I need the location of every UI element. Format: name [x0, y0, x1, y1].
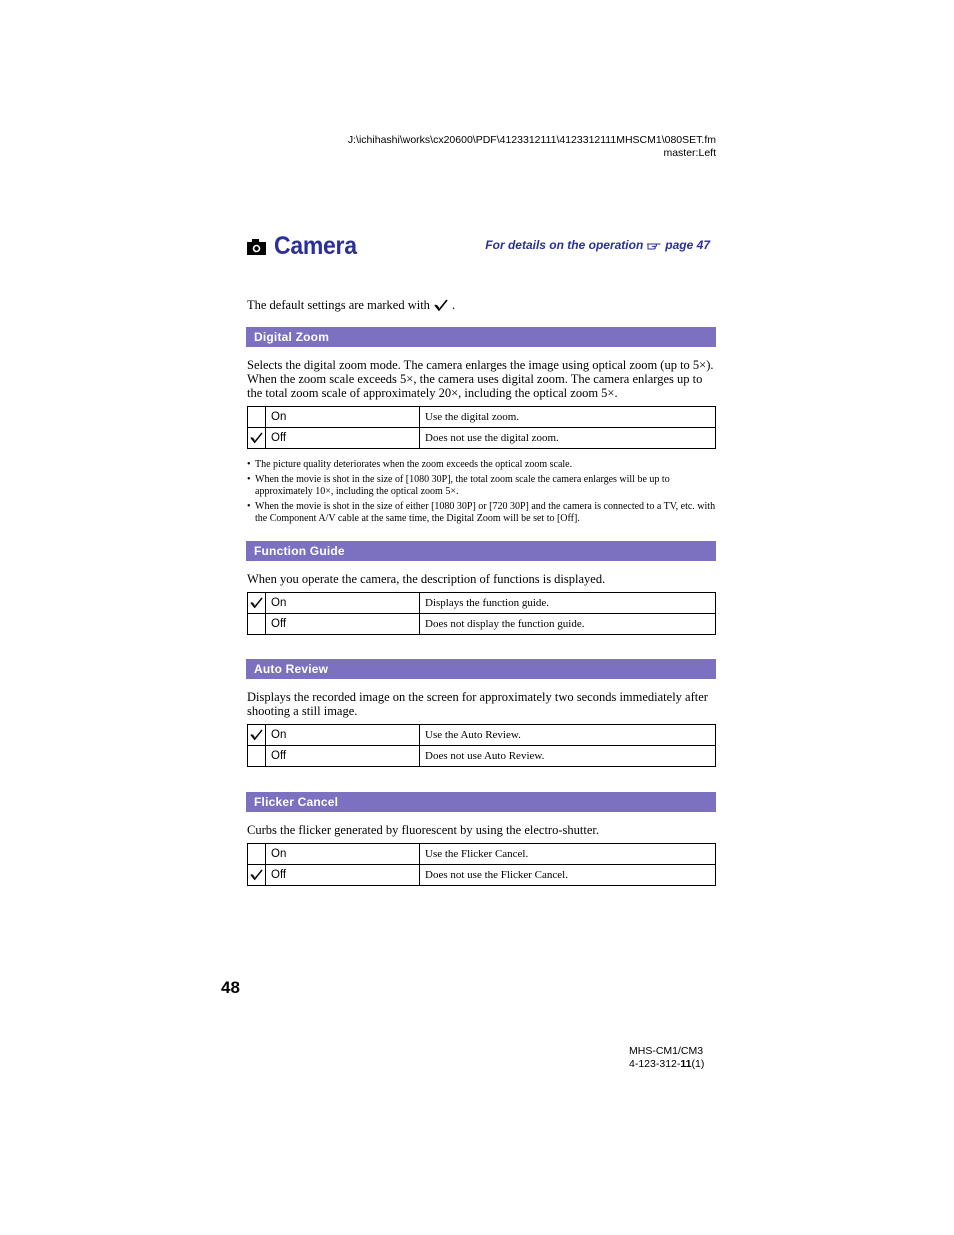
- checkmark-icon: [250, 729, 263, 741]
- details-link-prefix: For details on the operation: [485, 238, 644, 252]
- section-heading-flicker-cancel: Flicker Cancel: [246, 792, 716, 812]
- master-label: master:Left: [663, 147, 716, 159]
- digital-zoom-options-table: [247, 406, 716, 449]
- table-row[interactable]: [248, 614, 716, 635]
- default-marker-cell: [248, 614, 266, 635]
- auto-review-description: Displays the recorded image on the screen for approximately two seconds immediately after shooting a still image.: [247, 690, 708, 718]
- default-marker-cell: [248, 865, 266, 886]
- checkmark-icon: [434, 299, 448, 312]
- model-code-footer: [629, 1045, 704, 1071]
- checkmark-icon: [250, 597, 263, 609]
- digital-zoom-notes: [247, 459, 717, 528]
- part-number-suffix: (1): [691, 1058, 705, 1070]
- note-item: • The picture quality deteriorates when the zoom exceeds the optical zoom scale.: [247, 459, 717, 471]
- part-number-revision: 11: [680, 1058, 692, 1070]
- option-description: Does not use Auto Review.: [420, 746, 716, 767]
- pointing-hand-icon: [646, 240, 662, 251]
- option-label: Off: [266, 865, 420, 886]
- section-heading-auto-review: Auto Review: [246, 659, 716, 679]
- default-marker-cell: [248, 746, 266, 767]
- file-path: J:\ichihashi\works\cx20600\PDF\4123312111\4123312111MHSCM1\080SET.fm: [347, 134, 716, 146]
- table-row[interactable]: [248, 428, 716, 449]
- default-marker-cell: [248, 407, 266, 428]
- digital-zoom-description: Selects the digital zoom mode. The camera enlarges the image using optical zoom (up to 5×). When the zoom scale exceeds 5×, the camera uses digital zoom. The camera enlarges up to the total zoom scale of approximately 20×, including the optical zoom 5×.: [247, 358, 714, 400]
- note-item: • When the movie is shot in the size of either [1080 30P] or [720 30P] and the camera is connected to a TV, etc. with the Component A/V cable at the same time, the Digital Zoom will be set to [Off].: [247, 501, 717, 525]
- camera-icon: [247, 239, 266, 255]
- option-description: Use the Flicker Cancel.: [420, 844, 716, 865]
- intro-text: The default settings are marked with: [247, 298, 430, 312]
- table-row[interactable]: [248, 746, 716, 767]
- function-guide-options-table: [247, 592, 716, 635]
- default-settings-note: [247, 298, 455, 313]
- option-description: Use the digital zoom.: [420, 407, 716, 428]
- table-row[interactable]: [248, 865, 716, 886]
- option-label: Off: [266, 746, 420, 767]
- option-description: Does not display the function guide.: [420, 614, 716, 635]
- flicker-cancel-description: Curbs the flicker generated by fluorescent by using the electro-shutter.: [247, 823, 599, 837]
- option-label: Off: [266, 614, 420, 635]
- page-number: 48: [221, 978, 240, 997]
- details-link-page: page 47: [665, 238, 710, 252]
- default-marker-cell: [248, 593, 266, 614]
- model-name: MHS-CM1/CM3: [629, 1045, 704, 1057]
- default-marker-cell: [248, 844, 266, 865]
- option-label: On: [266, 593, 420, 614]
- option-label: On: [266, 407, 420, 428]
- note-item: • When the movie is shot in the size of [1080 30P], the total zoom scale the camera enlarges will be up to approximately 10×, including the optical zoom 5×.: [247, 474, 717, 498]
- file-path-header: [348, 134, 716, 160]
- option-description: Use the Auto Review.: [420, 725, 716, 746]
- option-description: Does not use the Flicker Cancel.: [420, 865, 716, 886]
- option-label: On: [266, 725, 420, 746]
- checkmark-icon: [250, 432, 263, 444]
- default-marker-cell: [248, 725, 266, 746]
- option-description: Displays the function guide.: [420, 593, 716, 614]
- checkmark-icon: [250, 869, 263, 881]
- flicker-cancel-options-table: [247, 843, 716, 886]
- option-description: Does not use the digital zoom.: [420, 428, 716, 449]
- table-row[interactable]: [248, 407, 716, 428]
- page-title: [247, 232, 364, 261]
- table-row[interactable]: [248, 725, 716, 746]
- part-number-prefix: 4-123-312-: [629, 1058, 681, 1070]
- title-text: Camera: [274, 232, 357, 260]
- option-label: On: [266, 844, 420, 865]
- table-row[interactable]: [248, 844, 716, 865]
- section-heading-digital-zoom: Digital Zoom: [246, 327, 716, 347]
- section-heading-function-guide: Function Guide: [246, 541, 716, 561]
- auto-review-options-table: [247, 724, 716, 767]
- default-marker-cell: [248, 428, 266, 449]
- function-guide-description: When you operate the camera, the description of functions is displayed.: [247, 572, 606, 586]
- intro-period: .: [451, 298, 456, 312]
- part-number: [629, 1058, 704, 1071]
- table-row[interactable]: [248, 593, 716, 614]
- details-link[interactable]: [485, 238, 710, 252]
- option-label: Off: [266, 428, 420, 449]
